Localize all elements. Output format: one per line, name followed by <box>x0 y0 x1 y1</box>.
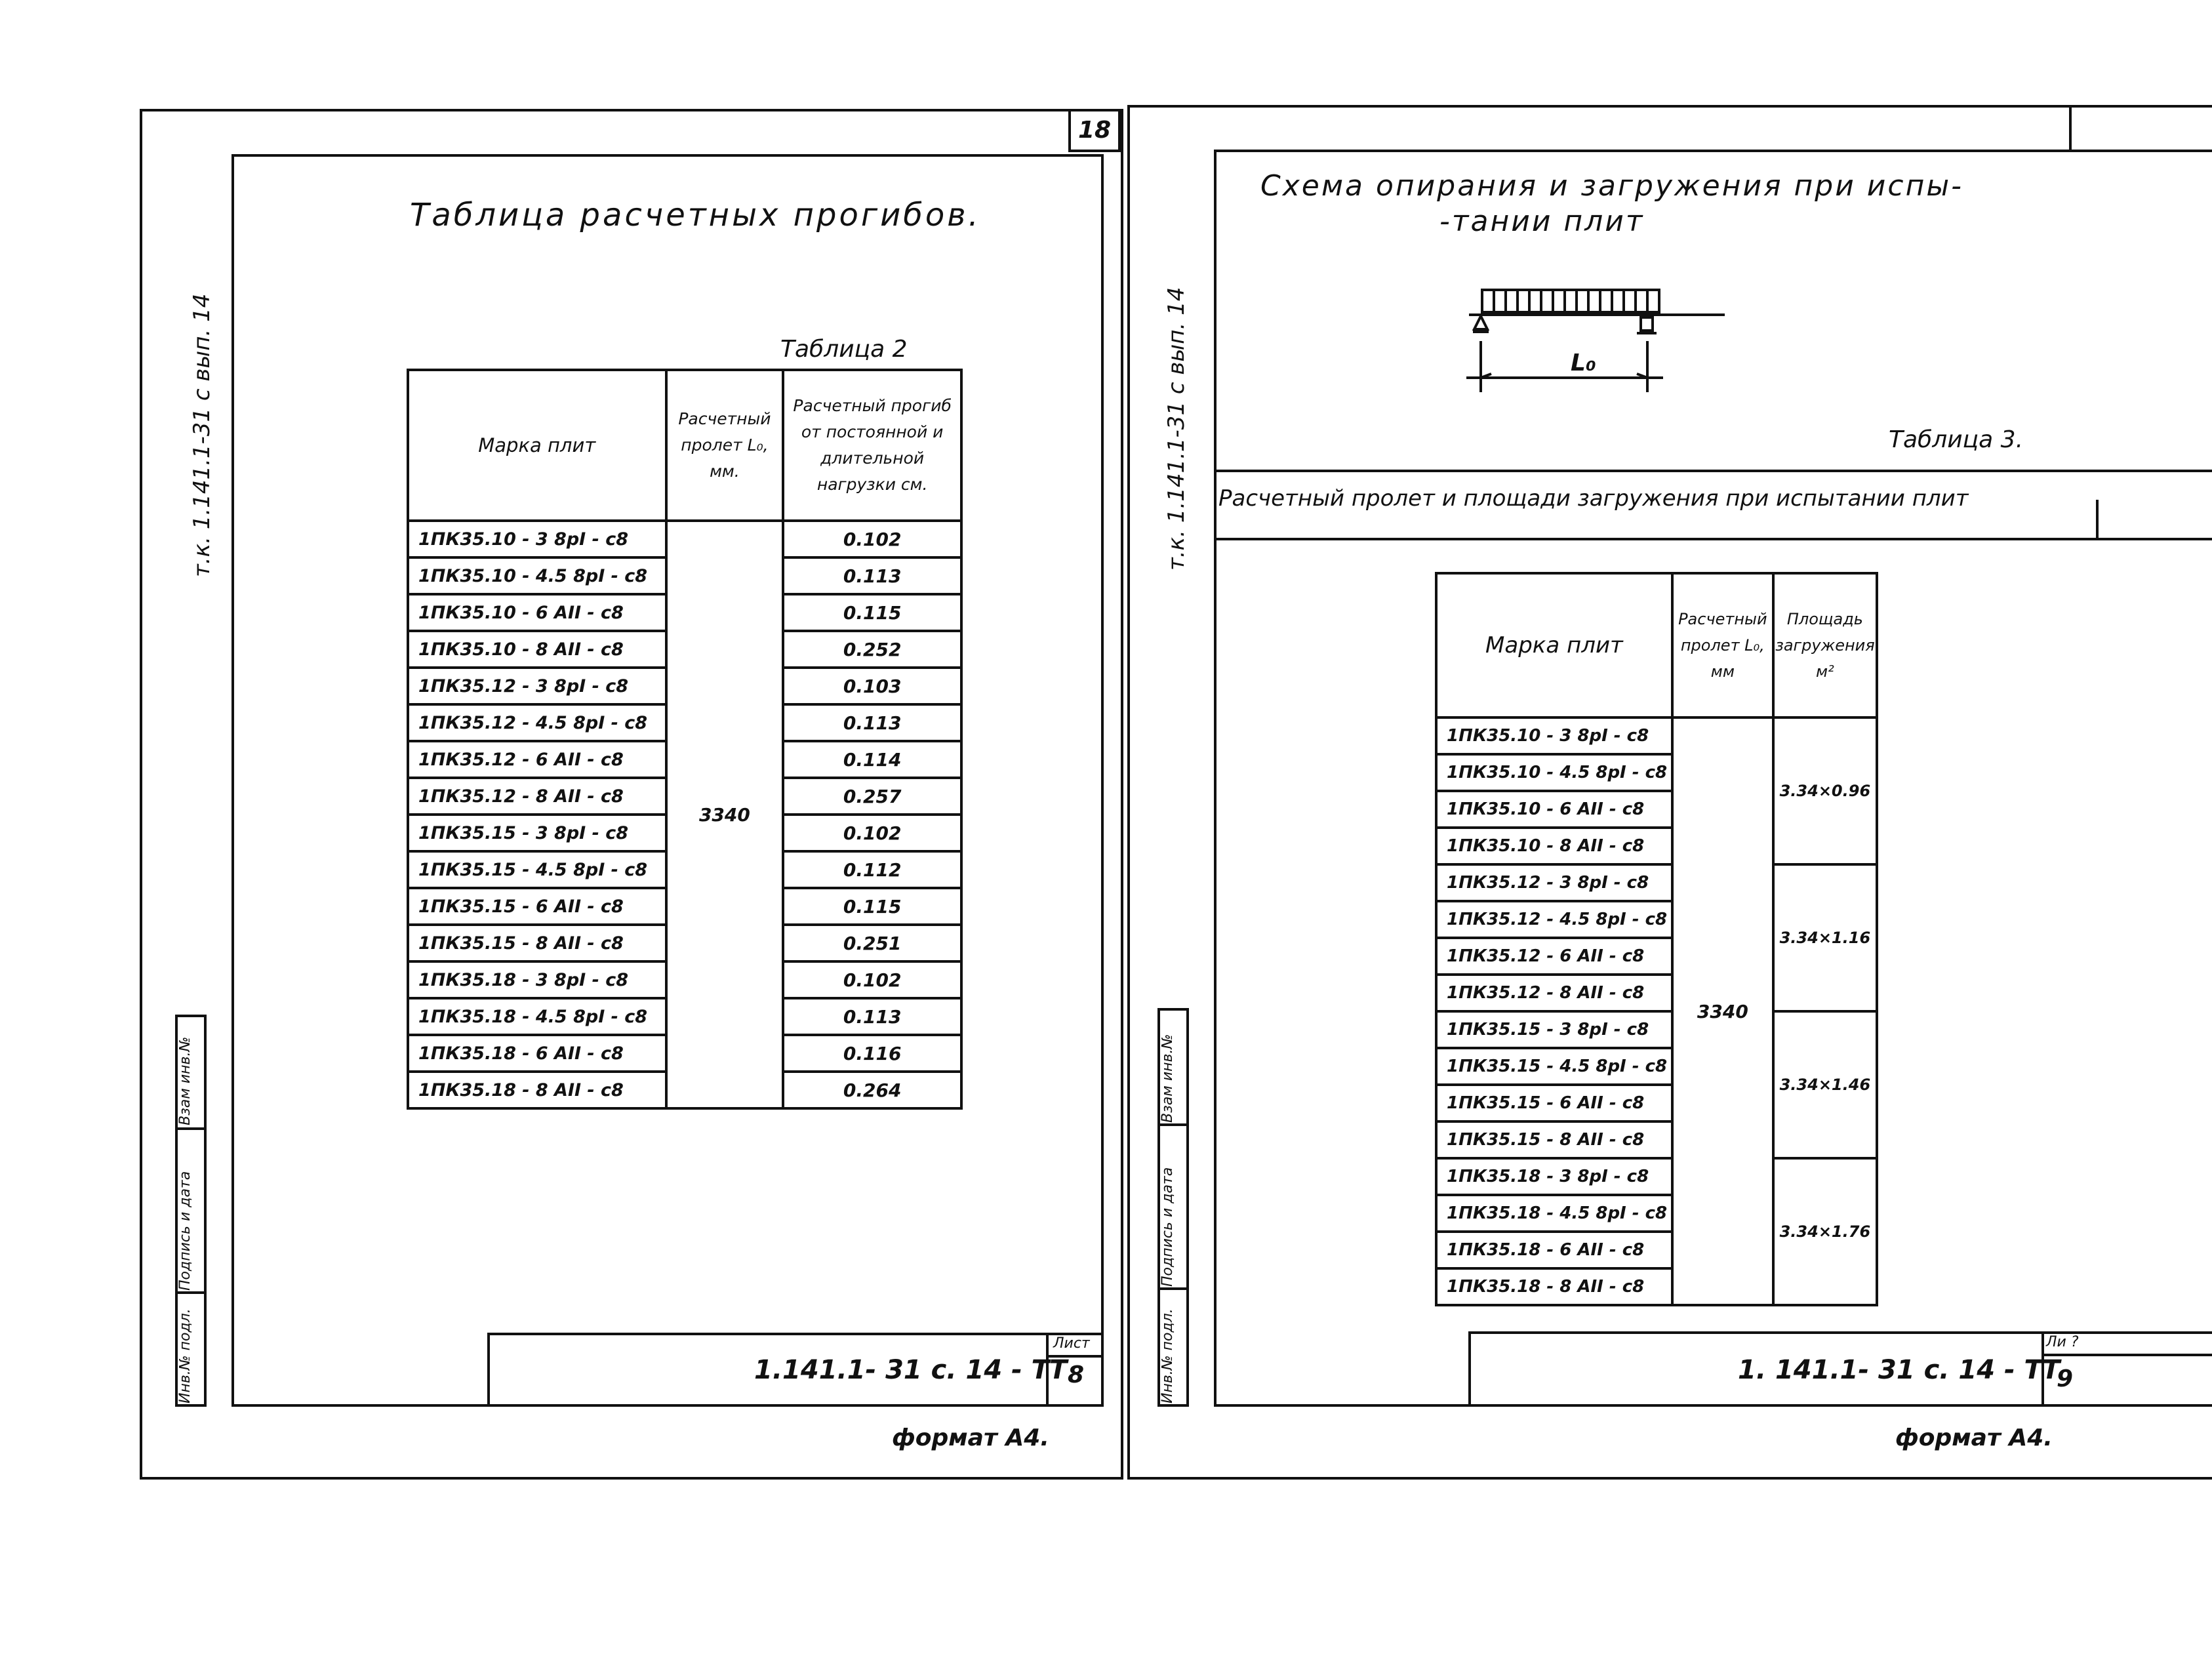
strip-label-inv: Инв.№ подл. <box>1159 1308 1176 1403</box>
table-row <box>1436 717 1877 754</box>
plate-mark: 1ПК35.12 - 4.5 8рI - с8 <box>1436 901 1672 938</box>
plate-mark: 1ПК35.18 - 6 АII - с8 <box>408 1035 666 1072</box>
plate-mark: 1ПК35.15 - 8 АII - с8 <box>408 925 666 961</box>
plate-mark: 1ПК35.12 - 3 8рI - с8 <box>408 668 666 704</box>
plate-mark: 1ПК35.18 - 4.5 8рI - с8 <box>408 998 666 1035</box>
table-caption: Таблица 3. <box>1889 426 2024 453</box>
load-area-value: 3.34×0.96 <box>1773 717 1877 864</box>
header-deflection: Расчетный прогиб от постоянной и длительной нагрузки см. <box>783 370 961 521</box>
header-area: Площадь загружения м² <box>1773 573 1877 717</box>
deflection-value: 0.264 <box>783 1072 961 1108</box>
load-area-value: 3.34×1.76 <box>1773 1158 1877 1305</box>
deflection-value: 0.116 <box>783 1035 961 1072</box>
table-row <box>1436 864 1877 901</box>
deflection-value: 0.114 <box>783 741 961 778</box>
deflection-value: 0.113 <box>783 557 961 594</box>
plate-mark: 1ПК35.15 - 3 8рI - с8 <box>1436 1011 1672 1048</box>
side-label: т.к. 1.141.1-31 с вып. 14 <box>1163 287 1190 571</box>
loading-scheme-diagram <box>1443 282 1744 413</box>
plate-mark: 1ПК35.12 - 4.5 8рI - с8 <box>408 704 666 741</box>
stamp-code: 1.141.1- 31 с. 14 - ТТ <box>754 1355 1068 1385</box>
sheet-title-line1: Схема опирания и загружения при испы- <box>1260 169 1963 203</box>
header-span: Расчетный пролет L₀, мм <box>1672 573 1773 717</box>
plate-mark: 1ПК35.12 - 8 АII - с8 <box>408 778 666 815</box>
deflection-table <box>407 369 963 1110</box>
deflection-value: 0.102 <box>783 961 961 998</box>
sheet-number: 9 <box>2057 1365 2074 1392</box>
load-area-table <box>1435 572 1878 1306</box>
deflection-value: 0.103 <box>783 668 961 704</box>
deflection-value: 0.102 <box>783 815 961 851</box>
format-label: формат А4. <box>892 1424 1049 1451</box>
deflection-value: 0.102 <box>783 521 961 557</box>
plate-mark: 1ПК35.18 - 8 АII - с8 <box>1436 1268 1672 1305</box>
plate-mark: 1ПК35.12 - 3 8рI - с8 <box>1436 864 1672 901</box>
plate-mark: 1ПК35.15 - 4.5 8рI - с8 <box>1436 1048 1672 1085</box>
load-area-value: 3.34×1.46 <box>1773 1011 1877 1158</box>
table-title: Расчетный пролет и площади загружения при испытании плит <box>1218 485 1969 512</box>
strip-label-signature: Подпись и дата <box>1159 1167 1176 1287</box>
deflection-value: 0.115 <box>783 594 961 631</box>
table-caption: Таблица 2 <box>780 336 908 363</box>
side-label: т.к. 1.141.1-31 с вып. 14 <box>189 293 215 577</box>
span-label: L₀ <box>1571 350 1596 376</box>
plate-mark: 1ПК35.12 - 8 АII - с8 <box>1436 975 1672 1011</box>
plate-mark: 1ПК35.15 - 6 АII - с8 <box>1436 1085 1672 1121</box>
strip-label-replace: Взам инв.№ <box>177 1036 193 1125</box>
plate-mark: 1ПК35.15 - 6 АII - с8 <box>408 888 666 925</box>
deflection-value: 0.251 <box>783 925 961 961</box>
strip-label-replace: Взам инв.№ <box>1159 1034 1176 1123</box>
header-span: Расчетный пролет L₀, мм. <box>666 370 784 521</box>
table-row <box>408 521 961 557</box>
deflection-value: 0.115 <box>783 888 961 925</box>
plate-mark: 1ПК35.15 - 3 8рI - с8 <box>408 815 666 851</box>
span-value: 3340 <box>1672 717 1773 1305</box>
deflection-value: 0.252 <box>783 631 961 668</box>
plate-mark: 1ПК35.10 - 8 АII - с8 <box>408 631 666 668</box>
table-row <box>1436 1011 1877 1048</box>
plate-mark: 1ПК35.10 - 8 АII - с8 <box>1436 828 1672 864</box>
sheet-label: Ли ? <box>2046 1334 2079 1350</box>
plate-mark: 1ПК35.10 - 6 АII - с8 <box>408 594 666 631</box>
sheet-label: Лист <box>1053 1335 1090 1352</box>
plate-mark: 1ПК35.10 - 6 АII - с8 <box>1436 791 1672 828</box>
deflection-value: 0.257 <box>783 778 961 815</box>
sheet-title-line2: -тании плит <box>1439 205 1645 238</box>
page-corner-number: 18 <box>1077 117 1112 144</box>
plate-mark: 1ПК35.10 - 4.5 8рI - с8 <box>408 557 666 594</box>
plate-mark: 1ПК35.18 - 4.5 8рI - с8 <box>1436 1195 1672 1232</box>
header-mark: Марка плит <box>1436 573 1672 717</box>
plate-mark: 1ПК35.15 - 4.5 8рI - с8 <box>408 851 666 888</box>
span-value: 3340 <box>666 521 784 1108</box>
table-row <box>1436 1158 1877 1195</box>
header-mark: Марка плит <box>408 370 666 521</box>
plate-mark: 1ПК35.10 - 4.5 8рI - с8 <box>1436 754 1672 791</box>
load-area-value: 3.34×1.16 <box>1773 864 1877 1011</box>
plate-mark: 1ПК35.18 - 3 8рI - с8 <box>408 961 666 998</box>
deflection-value: 0.112 <box>783 851 961 888</box>
sheet-title: Таблица расчетных прогибов. <box>410 197 981 233</box>
plate-mark: 1ПК35.18 - 6 АII - с8 <box>1436 1232 1672 1268</box>
plate-mark: 1ПК35.10 - 3 8рI - с8 <box>1436 717 1672 754</box>
stamp-code: 1. 141.1- 31 с. 14 - ТТ <box>1738 1355 2061 1385</box>
strip-label-inv: Инв.№ подл. <box>177 1308 193 1403</box>
deflection-value: 0.113 <box>783 704 961 741</box>
strip-label-signature: Подпись и дата <box>177 1171 193 1291</box>
plate-mark: 1ПК35.12 - 6 АII - с8 <box>408 741 666 778</box>
format-label: формат А4. <box>1895 1424 2053 1451</box>
plate-mark: 1ПК35.15 - 8 АII - с8 <box>1436 1121 1672 1158</box>
page-corner-number-box <box>1068 109 1121 152</box>
plate-mark: 1ПК35.18 - 3 8рI - с8 <box>1436 1158 1672 1195</box>
sheet-number: 8 <box>1068 1362 1085 1388</box>
plate-mark: 1ПК35.10 - 3 8рI - с8 <box>408 521 666 557</box>
plate-mark: 1ПК35.12 - 6 АII - с8 <box>1436 938 1672 975</box>
plate-mark: 1ПК35.18 - 8 АII - с8 <box>408 1072 666 1108</box>
deflection-value: 0.113 <box>783 998 961 1035</box>
